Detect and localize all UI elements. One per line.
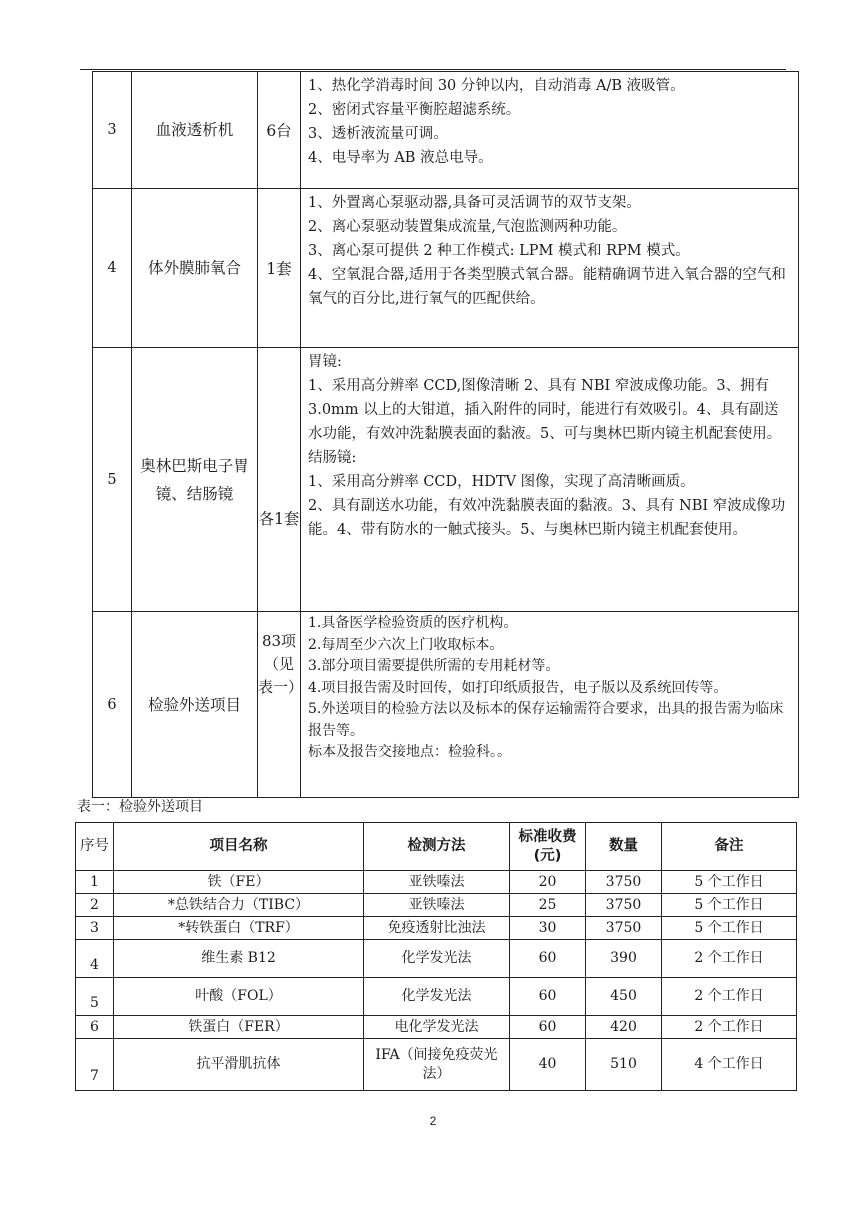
cell-index: 4 (76, 940, 114, 978)
cell-quantity: 3750 (586, 871, 662, 894)
spec-line: 胃镜: (308, 354, 342, 370)
spec-line: 4、电导率为 AB 液总电导。 (308, 150, 493, 166)
row-index: 3 (93, 72, 132, 189)
cell-remark: 2 个工作日 (662, 1016, 797, 1039)
cell-quantity: 390 (586, 940, 662, 978)
spec-line: 1.具备医学检验资质的医疗机构。 (308, 615, 518, 631)
equipment-row (93, 612, 799, 798)
cell-item-name: 铁蛋白（FER） (114, 1016, 364, 1039)
table-header-row (76, 823, 797, 871)
cell-index: 6 (76, 1016, 114, 1039)
spec-line: 结肠镜: (308, 450, 357, 466)
spec-line: 4.项目报告需及时回传，如打印纸质报告，电子版以及系统回传等。 (308, 679, 728, 696)
equipment-row (93, 348, 799, 612)
spec-line: 1、采用高分辨率 CCD,图像清晰 2、具有 NBI 窄波成像功能。3、拥有 3.0mm 以上的大钳道，插入附件的同时，能进行有效吸引。4、具有副送水功能，有效冲洗黏膜表面的黏液。5、可与奥林巴斯内镜主机配套使用。 (308, 378, 782, 442)
cell-method: IFA（间接免疫荧光法） (364, 1039, 510, 1091)
table-row (76, 871, 797, 894)
row-index: 4 (93, 189, 132, 348)
table-row (76, 978, 797, 1016)
cell-remark: 4 个工作日 (662, 1039, 797, 1091)
equipment-spec (301, 72, 799, 189)
spec-line: 1、采用高分辨率 CCD，HDTV 图像，实现了高清晰画质。 (308, 474, 695, 490)
row-index: 5 (93, 348, 132, 612)
header-rule (80, 69, 786, 70)
cell-quantity: 3750 (586, 917, 662, 940)
cell-index: 1 (76, 871, 114, 894)
cell-fee: 60 (510, 1016, 586, 1039)
cell-quantity: 420 (586, 1016, 662, 1039)
cell-method: 化学发光法 (364, 978, 510, 1016)
cell-quantity: 450 (586, 978, 662, 1016)
row-index: 6 (93, 612, 132, 798)
cell-index: 2 (76, 894, 114, 917)
cell-remark: 5 个工作日 (662, 917, 797, 940)
table-row (76, 940, 797, 978)
equipment-qty: 1套 (258, 189, 301, 348)
spec-line: 1、外置离心泵驱动器,具备可灵活调节的双节支架。 (308, 195, 641, 211)
equipment-row (93, 189, 799, 348)
spec-line: 2.每周至少六次上门收取标本。 (308, 636, 504, 653)
cell-method: 亚铁嗪法 (364, 871, 510, 894)
equipment-table (92, 71, 799, 798)
col-header: 序号 (76, 823, 114, 871)
equipment-name: 血液透析机 (132, 72, 258, 189)
equipment-name: 检验外送项目 (132, 612, 258, 798)
table-row (76, 1039, 797, 1091)
cell-remark: 2 个工作日 (662, 978, 797, 1016)
spec-line: 3、离心泵可提供 2 种工作模式: LPM 模式和 RPM 模式。 (308, 243, 690, 259)
cell-fee: 25 (510, 894, 586, 917)
table-caption: 表一：检验外送项目 (77, 799, 203, 815)
equipment-qty: 6台 (258, 72, 301, 189)
cell-method: 亚铁嗪法 (364, 894, 510, 917)
equipment-row (93, 72, 799, 189)
cell-fee: 40 (510, 1039, 586, 1091)
equipment-name: 奥林巴斯电子胃镜、结肠镜 (132, 348, 258, 612)
col-header: 检测方法 (364, 823, 510, 871)
cell-fee: 60 (510, 978, 586, 1016)
col-header: 标准收费(元) (510, 823, 586, 871)
table-row (76, 1016, 797, 1039)
cell-index: 5 (76, 978, 114, 1016)
cell-fee: 20 (510, 871, 586, 894)
cell-method: 免疫透射比浊法 (364, 917, 510, 940)
spec-line: 2、密闭式容量平衡腔超滤系统。 (308, 102, 521, 118)
spec-line: 4、空氧混合器,适用于各类型膜式氧合器。能精确调节进入氧合器的空气和氧气的百分比,进行氧气的匹配供给。 (308, 267, 786, 307)
equipment-spec (301, 348, 799, 612)
equipment-spec (301, 612, 799, 798)
cell-remark: 5 个工作日 (662, 871, 797, 894)
table-row (76, 894, 797, 917)
cell-remark: 5 个工作日 (662, 894, 797, 917)
cell-method: 化学发光法 (364, 940, 510, 978)
cell-item-name: *总铁结合力（TIBC） (114, 894, 364, 917)
cell-item-name: 维生素 B12 (114, 940, 364, 978)
equipment-name: 体外膜肺氧合 (132, 189, 258, 348)
cell-item-name: *转铁蛋白（TRF） (114, 917, 364, 940)
spec-line: 3.部分项目需要提供所需的专用耗材等。 (308, 658, 560, 674)
cell-index: 7 (76, 1039, 114, 1091)
test-items-table (75, 822, 797, 1091)
equipment-spec (301, 189, 799, 348)
cell-method: 电化学发光法 (364, 1016, 510, 1039)
cell-fee: 60 (510, 940, 586, 978)
cell-item-name: 抗平滑肌抗体 (114, 1039, 364, 1091)
col-header: 项目名称 (114, 823, 364, 871)
cell-remark: 2 个工作日 (662, 940, 797, 978)
cell-quantity: 3750 (586, 894, 662, 917)
spec-line: 2、具有副送水功能，有效冲洗黏膜表面的黏液。3、具有 NBI 窄波成像功能。4、带有防水的一触式接头。5、与奥林巴斯内镜主机配套使用。 (308, 498, 786, 538)
spec-line: 标本及报告交接地点：检验科。。 (308, 744, 511, 760)
cell-quantity: 510 (586, 1039, 662, 1091)
cell-index: 3 (76, 917, 114, 940)
page-number: 2 (429, 1114, 437, 1128)
cell-fee: 30 (510, 917, 586, 940)
col-header: 备注 (662, 823, 797, 871)
spec-line: 1、热化学消毒时间 30 分钟以内，自动消毒 A/B 液吸管。 (308, 78, 685, 94)
cell-item-name: 铁（FE） (114, 871, 364, 894)
cell-item-name: 叶酸（FOL） (114, 978, 364, 1016)
col-header: 数量 (586, 823, 662, 871)
spec-line: 2、离心泵驱动装置集成流量,气泡监测两种功能。 (308, 219, 627, 235)
equipment-qty: 各1套 (258, 348, 301, 612)
spec-line: 5.外送项目的检验方法以及标本的保存运输需符合要求，出具的报告需为临床报告等。 (308, 701, 784, 739)
table-row (76, 917, 797, 940)
spec-line: 3、透析液流量可调。 (308, 126, 448, 142)
equipment-qty: 83项（见表一） (258, 612, 301, 798)
